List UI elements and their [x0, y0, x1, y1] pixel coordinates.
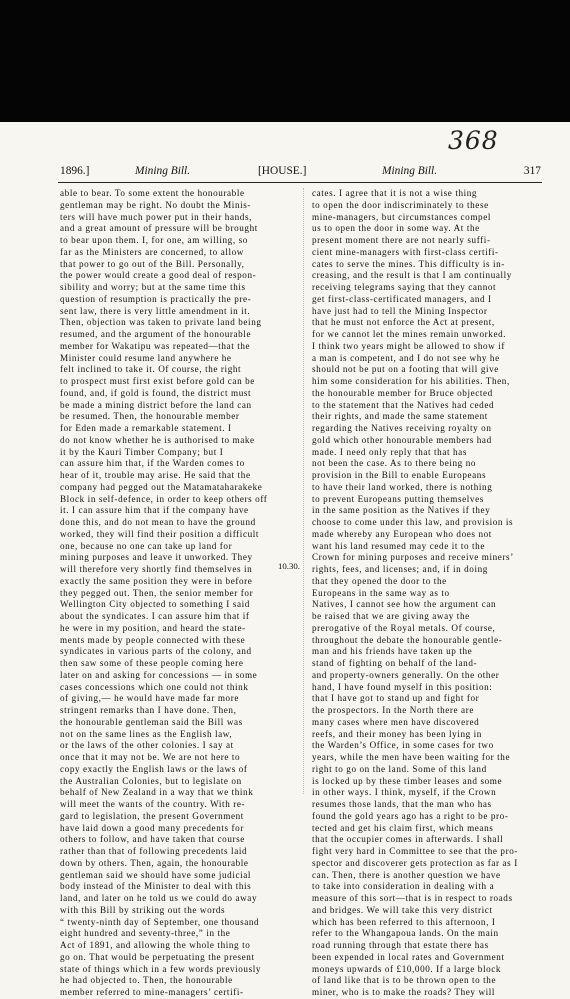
text-line: the prospectors. In the North there are	[312, 705, 474, 715]
text-line: Europeans in the same way as to	[312, 587, 450, 598]
scan-black-band	[0, 0, 570, 122]
text-line: member referred to mine-managers’ certifi-	[60, 987, 244, 997]
text-line: body instead of the Minister to deal with this	[60, 881, 252, 892]
text-line: Minister could resume land anywhere he	[60, 352, 232, 363]
text-line: to prevent Europeans putting themselves	[312, 493, 484, 504]
text-line: that they opened the door to the	[312, 575, 447, 586]
text-line: road running through that estate there has	[312, 940, 489, 950]
text-line: that he must not enforce the Act at present,	[312, 317, 495, 328]
text-line: Natives, I cannot see how the argument can	[312, 599, 497, 610]
text-line: regarding the Natives receiving royalty on	[312, 423, 492, 433]
text-line: I think two years might be allowed to show if	[312, 340, 505, 351]
text-line: exactly the same position they were in before	[60, 575, 253, 586]
header-title-left: Mining Bill.	[135, 165, 191, 177]
text-line: once that it may not be. We are not here to	[60, 752, 241, 762]
text-line: have just had to tell the Mining Inspector	[312, 305, 488, 316]
left-text-column	[60, 188, 292, 997]
text-line: sibility and worry; but at the same time this	[60, 282, 246, 292]
text-line: rights, fees, and licenses; and, if in doing	[312, 564, 488, 574]
text-line: for Eden made a remarkable statement. I	[60, 423, 232, 433]
text-line: cient mine-managers with first-class certifi-	[312, 246, 499, 257]
text-line: ters will have much power put in their hands,	[60, 211, 252, 222]
text-line: hear of it, trouble may arise. He said that the	[60, 470, 251, 480]
text-line: will therefore very shortly find themselves in	[60, 564, 253, 574]
header-title-right: Mining Bill.	[382, 165, 438, 177]
text-line: worked, they will find their position a difficult	[60, 528, 260, 539]
text-line: receiving telegrams saying that they cannot	[312, 282, 497, 292]
running-header	[60, 165, 541, 181]
text-line: to the statement that the Natives had ceded	[312, 399, 495, 410]
text-line: “ twenty-ninth day of September, one thousand	[60, 916, 260, 927]
text-line: eight hundred and seventy-three,” in the	[60, 928, 231, 939]
text-line: it. I can assure him that if the company have	[60, 505, 249, 516]
text-line: in the same position as the Natives if they	[312, 505, 491, 516]
text-line: Then, objection was taken to private land being	[60, 317, 262, 328]
text-line: fight very hard in Committee to see that the pro-	[312, 846, 519, 856]
text-line: the honourable gentleman said the Bill was	[60, 716, 243, 727]
text-line: gentleman may be right. No doubt the Minis-	[60, 199, 252, 210]
text-line: throughout the debate the honourable gentle-	[312, 634, 503, 645]
text-line: ments made by people connected with these	[60, 634, 246, 645]
text-line: mining purposes and leave it unworked. They	[60, 552, 253, 563]
text-line: want his land resumed may cede it to the	[312, 540, 485, 551]
text-line: one, because no one can take up land for	[60, 540, 233, 551]
column-divider	[303, 188, 304, 794]
text-line: go on. That would be perpetuating the present	[60, 951, 255, 962]
text-line: to open the door indiscriminately to these	[312, 199, 489, 210]
text-line: found, and, if gold is found, the district must	[60, 387, 252, 398]
text-line: cates. I agree that it is not a wise thing	[312, 188, 478, 198]
header-page-number: 317	[523, 165, 541, 177]
text-line: he were in my position, and heard the state-	[60, 622, 246, 633]
text-line: refer to the Whangapoua lands. On the main	[312, 928, 499, 939]
text-line: resumed, and the argument of the honourable	[60, 329, 252, 339]
text-line: company had pegged out the Matamataharakeke	[60, 481, 263, 492]
margin-time-note: 10.30.	[278, 561, 300, 571]
text-line: behalf of New Zealand in a way that we think	[60, 787, 254, 798]
text-line: or the laws of the other colonies. I say at	[60, 740, 234, 751]
text-line: that I have got to stand up and fight for	[312, 693, 480, 704]
text-line: far as the Ministers are concerned, to allow	[60, 246, 244, 257]
text-line: a man is competent, and I do not see why he	[312, 352, 500, 363]
header-rule	[58, 182, 542, 183]
text-line: years, while the men have been waiting for the	[312, 752, 511, 762]
text-line: then saw some of these people coming here	[60, 658, 244, 668]
text-line: syndicates in various parts of the colony, and	[60, 646, 252, 657]
text-line: found the gold years ago has a right to be pro-	[312, 810, 509, 821]
text-line: choose to come under this law, and provision is	[312, 517, 514, 527]
text-line: prerogative of the Royal metals. Of course,	[312, 622, 496, 633]
text-line: stand of fighting on behalf of the land-	[312, 658, 478, 668]
text-line: felt inclined to take it. Of course, the right	[60, 364, 242, 375]
text-line: the power would create a good deal of respon-	[60, 270, 257, 281]
text-line: be raised that we are giving away the	[312, 611, 470, 621]
text-line: the Australian Colonies, but to legislate on	[60, 775, 242, 786]
text-line: which has been referred to this afternoon, I	[312, 916, 496, 927]
text-line: gard to legislation, the present Government	[60, 810, 244, 821]
text-line: not been the case. As to there being no	[312, 458, 477, 469]
text-line: that the occupier comes in afterwards. I shall	[312, 834, 504, 845]
text-line: they pegged out. Then, the senior member for	[60, 587, 254, 598]
header-year: 1896.]	[60, 165, 90, 177]
text-line: Block in self-defence, in order to keep others off	[60, 493, 268, 504]
text-line: can. Then, there is another question we have	[312, 869, 501, 880]
text-line: spector and discoverer gets protection as far as I	[312, 857, 518, 868]
text-line: tected and get his claim first, which means	[312, 822, 494, 833]
text-line: and property-owners generally. On the other	[312, 669, 500, 680]
text-line: he had objected to. Then, the honourable	[60, 975, 233, 986]
text-line: in other ways. I think, myself, if the Crown	[312, 787, 497, 798]
text-line: it by the Kauri Timber Company; but I	[60, 446, 224, 457]
text-line: hand, I have found myself in this position:	[312, 681, 493, 692]
text-line: the Warden’s Office, in some cases for two	[312, 740, 494, 751]
header-house: [HOUSE.]	[258, 165, 307, 177]
text-line: us to open the door in some way. At the	[312, 223, 480, 234]
text-line: member for Wakatipu was repeated—that the	[60, 340, 251, 351]
text-line: with this Bill by striking out the words	[60, 904, 226, 915]
text-line: able to bear. To some extent the honourable	[60, 188, 245, 198]
text-line: is locked up by these timber leases and some	[312, 775, 503, 786]
text-line: many cases where men have discovered	[312, 716, 480, 727]
text-line: made. I need only reply that that has	[312, 446, 467, 457]
text-line: done this, and do not mean to have the ground	[60, 517, 256, 527]
right-text-column	[312, 188, 544, 997]
text-line: that power to go out of the Bill. Personally,	[60, 258, 245, 269]
text-line: of giving,— he would have made far more	[60, 693, 239, 704]
text-line: him some consideration for his abilities. Then,	[312, 376, 510, 386]
text-line: stringent remarks than I have done. Then,	[60, 705, 237, 715]
text-line: Wellington City objected to something I said	[60, 599, 250, 610]
text-line: been expended in local rates and Government	[312, 951, 505, 962]
text-line: have laid down a good many precedents for	[60, 822, 244, 833]
text-line: to have their land worked, there is nothing	[312, 481, 493, 492]
text-line: right to go on the land. Some of this land	[312, 763, 487, 774]
text-line: creasing, and the result is that I am continually	[312, 270, 512, 281]
text-line: to take into consideration in dealing with a	[312, 881, 495, 892]
text-line: Crown for mining purposes and receive miners’	[312, 552, 514, 563]
text-line: get first-class-certificated managers, and I	[312, 293, 492, 304]
text-line: moneys upwards of £10,000. If a large block	[312, 963, 502, 974]
text-line: rather than that of following precedents laid	[60, 846, 248, 856]
text-line: cates to serve the mines. This difficulty is in-	[312, 258, 505, 269]
text-line: their rights, and made the same statement	[312, 411, 488, 422]
text-line: not on the same lines as the English law,	[60, 728, 233, 739]
text-line: of land like that is to be thrown open to the	[312, 975, 497, 986]
handwritten-page-number: 368	[448, 126, 499, 155]
text-line: made whereby any European who does not	[312, 528, 492, 539]
text-line: resumes those lands, that the man who has	[312, 799, 492, 809]
text-line: to prospect must first exist before gold can be	[60, 376, 255, 386]
text-line: sent law, there is very little amendment in it.	[60, 305, 251, 316]
text-line: land, and later on he told us we could do away	[60, 893, 258, 903]
text-line: the honourable member for Bruce objected	[312, 387, 493, 398]
text-line: later on and asking for concessions — in some	[60, 669, 258, 680]
text-line: present moment there are not nearly suffi-	[312, 235, 491, 245]
text-line: will meet the wants of the country. With re-	[60, 799, 246, 809]
text-line: and a great amount of pressure will be brought	[60, 223, 258, 234]
text-line: cases concessions which one could not think	[60, 681, 249, 692]
text-line: for we cannot let the mines remain unworked.	[312, 329, 507, 339]
text-line: state of things which in a few words previously	[60, 963, 262, 974]
text-line: measure of this sort—that is in respect to roads	[312, 893, 513, 903]
text-line: provision in the Bill to enable Europeans	[312, 470, 487, 480]
text-line: man and his friends have taken up the	[312, 646, 473, 657]
text-line: question of resumption is practically the pre-	[60, 293, 252, 304]
text-line: should not be put on a footing that will give	[312, 364, 499, 375]
text-line: down by others. Then, again, the honourable	[60, 857, 249, 868]
text-line: be made a mining district before the land can	[60, 399, 252, 410]
text-line: others to follow, and have taken that course	[60, 834, 245, 845]
text-line: mine-managers, but circumstances compel	[312, 211, 491, 222]
text-line: gentleman said we should have some judicial	[60, 869, 252, 880]
text-line: do not know whether he is authorised to make	[60, 434, 255, 445]
text-line: reefs, and their money has been lying in	[312, 728, 482, 739]
text-line: Act of 1891, and allowing the whole thing to	[60, 940, 251, 950]
text-line: be resumed. Then, the honourable member	[60, 411, 240, 422]
text-line: can assure him that, if the Warden comes to	[60, 458, 245, 469]
text-line: and bridges. We will take this very district	[312, 904, 493, 915]
text-line: miner, who is to make the roads? They will	[312, 987, 496, 997]
text-line: copy exactly the English laws or the laws of	[60, 763, 248, 774]
text-line: gold which other honourable members had	[312, 434, 492, 445]
text-line: about the syndicates. I can assure him that if	[60, 611, 250, 621]
text-line: to bear upon them. I, for one, am willing, so	[60, 235, 248, 245]
